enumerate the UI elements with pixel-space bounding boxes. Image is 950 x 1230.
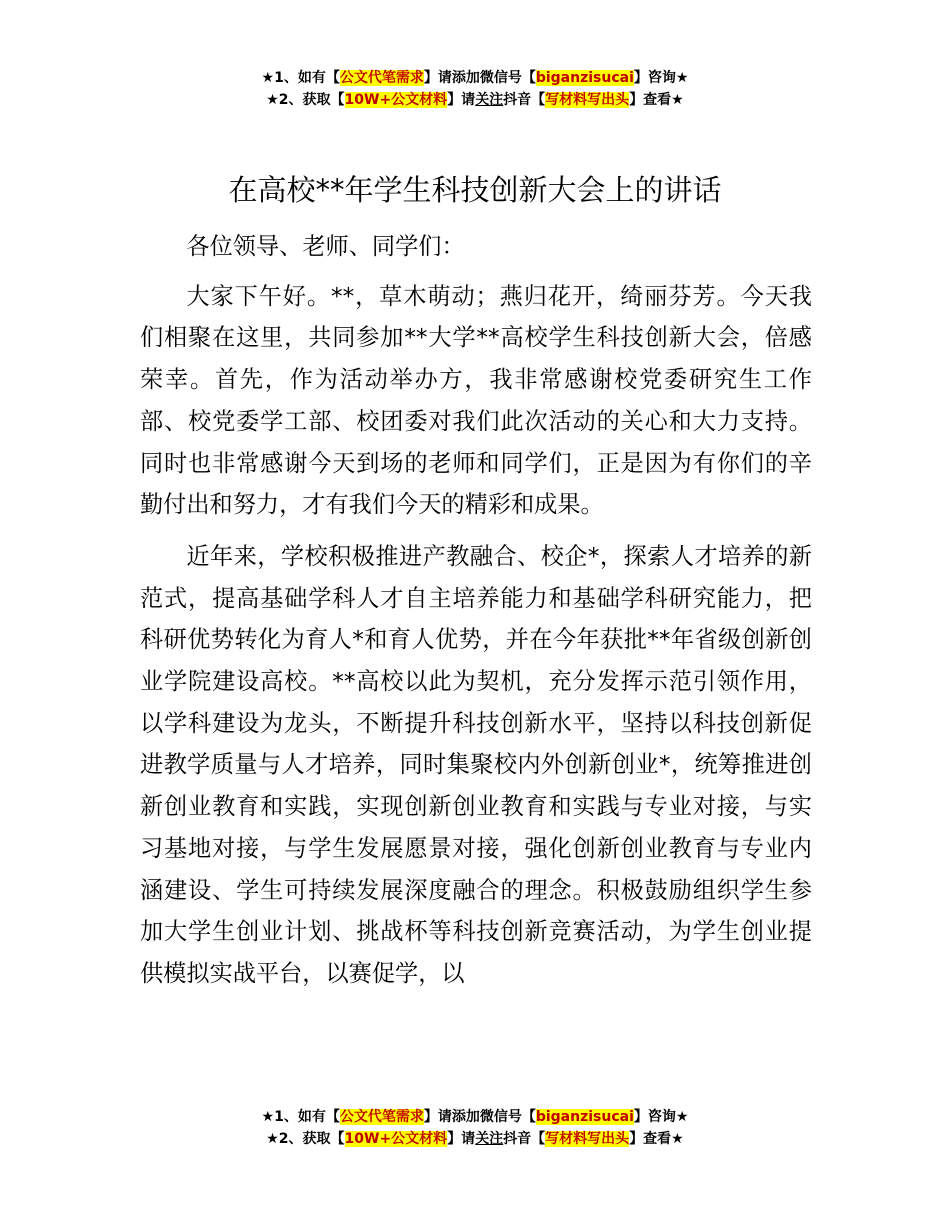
banner-text: 】查看★ [629,92,684,108]
banner-text: ★1、如有【 [261,70,340,86]
banner-text: 】咨询★ [633,70,689,86]
banner-text: 】请添加微信号【 [423,1109,536,1125]
banner-underlined-text: 关注 [475,92,504,108]
document-body [140,226,812,1005]
document-title: 在高校**年学生科技创新大会上的讲话 [228,173,722,207]
banner-text: 】咨询★ [633,1109,689,1125]
banner-text: ★1、如有【 [261,1109,340,1125]
banner-highlight: 10W+公文材料 [344,1131,448,1147]
banner-line-1 [0,1106,950,1128]
banner-highlight: 10W+公文材料 [344,92,448,108]
banner-highlight: 公文代笔需求 [339,70,424,86]
banner-wechat-id: biganzisucai [535,70,634,86]
banner-text: ★2、获取【 [266,1131,345,1147]
header-banner [0,67,950,111]
paragraph-achievements: 近年来，学校积极推进产教融合、校企*，探索人才培养的新范式，提高基础学科人才自主培养能力和基础学科研究能力，把科研优势转化为育人*和育人优势，并在今年获批**年省级创新创业学院建设高校。**高校以此为契机，充分发挥示范引领作用，以学科建设为龙头，不断提升科技创新水平，坚持以科技创新促进教学质量与人才培养，同时集聚校内外创新创业*，统筹推进创新创业教育和实践，实现创新创业教育和实践与专业对接，与实习基地对接，与学生发展愿景对接，强化创新创业教育与专业内涵建设、学生可持续发展深度融合的理念。积极鼓励组织学生参加大学生创业计划、挑战杯等科技创新竞赛活动，为学生创业提供模拟实战平台，以赛促学，以 [140,542,812,987]
banner-text: 】请 [447,92,476,108]
banner-text: 】请 [447,1131,476,1147]
banner-wechat-id: biganzisucai [535,1109,634,1125]
banner-highlight: 写材料写出头 [545,92,630,108]
paragraph-greeting: 大家下午好。**，草木萌动；燕归花开，绮丽芬芳。今天我们相聚在这里，共同参加**大学**高校学生科技创新大会，倍感荣幸。首先，作为活动举办方，我非常感谢校党委研究生工作部、校党委学工部、校团委对我们此次活动的关心和大力支持。同时也非常感谢今天到场的老师和同学们，正是因为有你们的辛勤付出和努力，才有我们今天的精彩和成果。 [140,282,812,519]
banner-line-2 [0,1128,950,1150]
banner-highlight: 公文代笔需求 [339,1109,424,1125]
banner-text: 抖音【 [503,92,546,108]
banner-text: ★2、获取【 [266,92,345,108]
salutation: 各位领导、老师、同学们： [186,233,465,260]
banner-text: 抖音【 [503,1131,546,1147]
banner-text: 】查看★ [629,1131,684,1147]
banner-text: 】请添加微信号【 [423,70,536,86]
banner-highlight: 写材料写出头 [545,1131,630,1147]
banner-underlined-text: 关注 [475,1131,504,1147]
banner-line-1 [0,67,950,89]
footer-banner [0,1106,950,1150]
banner-line-2 [0,89,950,111]
